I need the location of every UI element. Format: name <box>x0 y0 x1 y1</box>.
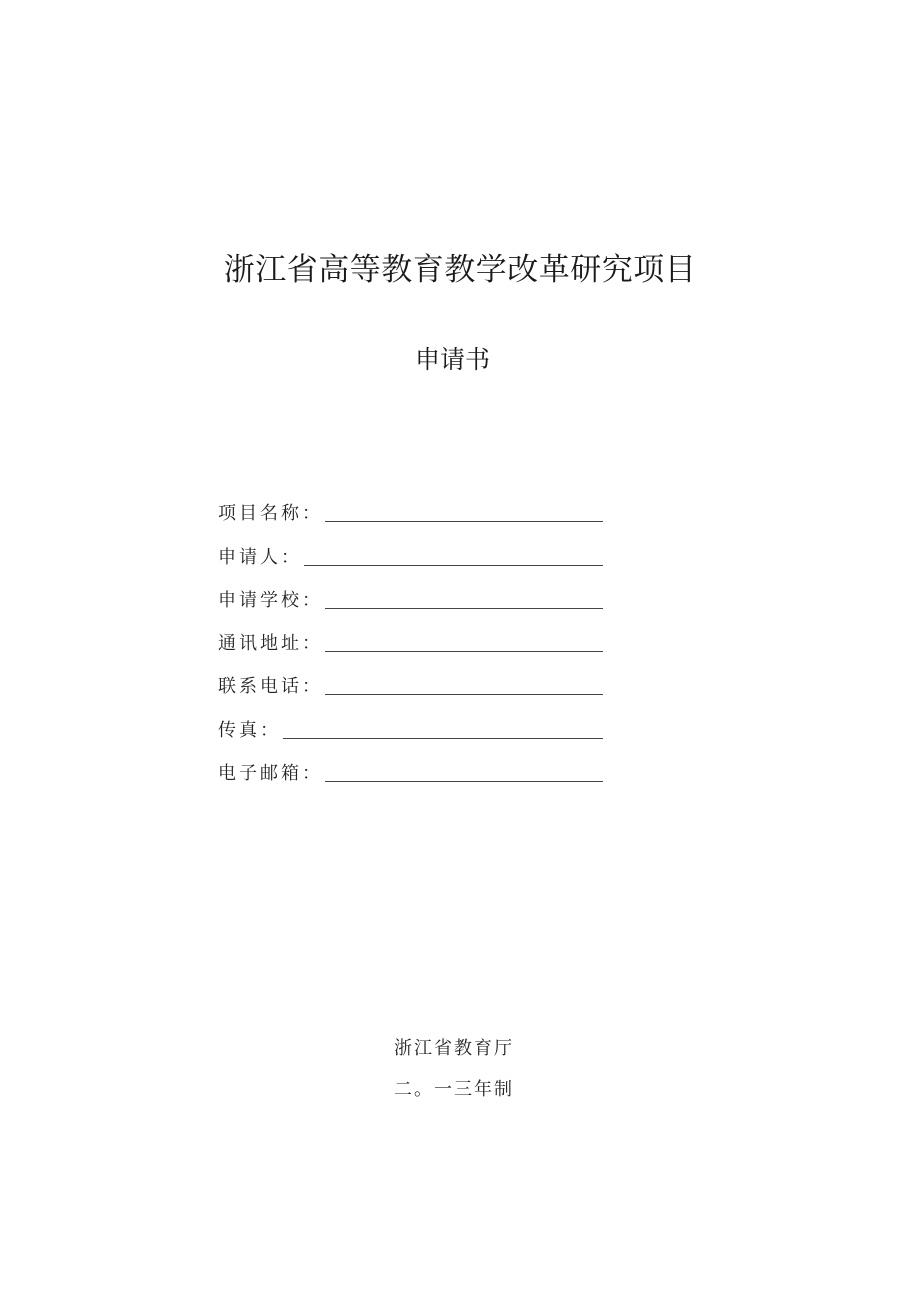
field-phone <box>218 659 608 702</box>
blank-line <box>304 565 603 566</box>
document-title: 浙江省高等教育教学改革研究项目 <box>223 252 697 288</box>
issuer: 浙江省教育厅 <box>394 1038 514 1059</box>
field-school <box>218 573 608 616</box>
blank-line <box>283 738 603 739</box>
field-label: 传真： <box>218 719 281 741</box>
field-label: 联系电话： <box>218 676 323 698</box>
blank-line <box>325 651 603 652</box>
document-subtitle: 申请书 <box>414 345 490 374</box>
field-label: 申请人： <box>218 546 302 568</box>
field-label: 申请学校： <box>218 589 323 611</box>
blank-line <box>325 608 603 609</box>
field-applicant <box>218 529 608 572</box>
field-label: 项目名称： <box>218 503 323 525</box>
field-fax <box>218 702 608 745</box>
blank-line <box>325 694 603 695</box>
field-label: 电子邮箱： <box>218 763 323 785</box>
blank-line <box>325 781 603 782</box>
field-label: 通讯地址： <box>218 633 323 655</box>
application-fields <box>218 486 608 789</box>
field-address <box>218 616 608 659</box>
year-made: 二。一三年制 <box>394 1079 514 1100</box>
blank-line <box>325 521 603 522</box>
field-project-name <box>218 486 608 529</box>
field-email <box>218 746 608 789</box>
